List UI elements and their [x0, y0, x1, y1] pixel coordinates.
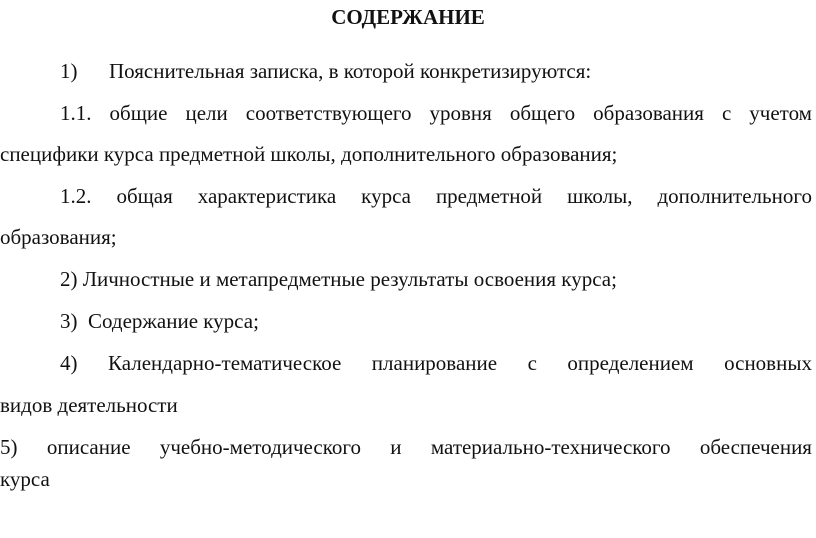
document-title: СОДЕРЖАНИЕ — [331, 5, 485, 29]
word: учетом — [749, 101, 812, 125]
toc-item-5-line-1 — [0, 434, 812, 460]
word: планирование — [371, 351, 498, 375]
word: 5) — [0, 435, 18, 459]
toc-item-1 — [0, 58, 812, 84]
toc-item-1-text: Пояснительная записка, в которой конкретизируются: — [109, 59, 592, 83]
toc-item-3: 3) Содержание курса; — [60, 309, 259, 333]
toc-item-1-2-line-2: образования; — [0, 225, 117, 249]
word: 1.1. — [60, 101, 92, 125]
word: общие — [109, 101, 168, 125]
word: характеристика — [197, 184, 337, 208]
word: учебно-методического — [159, 435, 361, 459]
word: дополнительного — [657, 184, 812, 208]
word: цели — [185, 101, 228, 125]
toc-item-1-1-line-2: специфики курса предметной школы, дополнительного образования; — [0, 142, 618, 166]
word: и — [390, 435, 402, 459]
word: курса — [361, 184, 411, 208]
word: предметной — [435, 184, 543, 208]
word: 4) — [60, 351, 78, 375]
word: материально-технического — [430, 435, 671, 459]
toc-item-2: 2) Личностные и метапредметные результаты освоения курса; — [60, 267, 617, 291]
toc-item-4-line-1 — [0, 350, 812, 376]
toc-item-1-2-line-1 — [0, 183, 812, 209]
word: 1.2. — [60, 184, 92, 208]
word: общего — [509, 101, 576, 125]
word: Календарно-тематическое — [108, 351, 342, 375]
toc-item-1-number: 1) — [60, 59, 78, 83]
word: школы, — [567, 184, 633, 208]
word: основных — [724, 351, 812, 375]
word: с — [721, 101, 732, 125]
word: образования — [593, 101, 704, 125]
toc-item-1-1-line-1 — [0, 100, 812, 126]
word: определением — [567, 351, 694, 375]
word: соответствующего — [245, 101, 412, 125]
toc-item-4-line-2: видов деятельности — [0, 393, 178, 417]
word: общая — [116, 184, 173, 208]
word: описание — [46, 435, 131, 459]
word: обеспечения — [699, 435, 812, 459]
toc-item-5-line-2: курса — [0, 467, 50, 491]
word: уровня — [429, 101, 492, 125]
word: с — [527, 351, 537, 375]
